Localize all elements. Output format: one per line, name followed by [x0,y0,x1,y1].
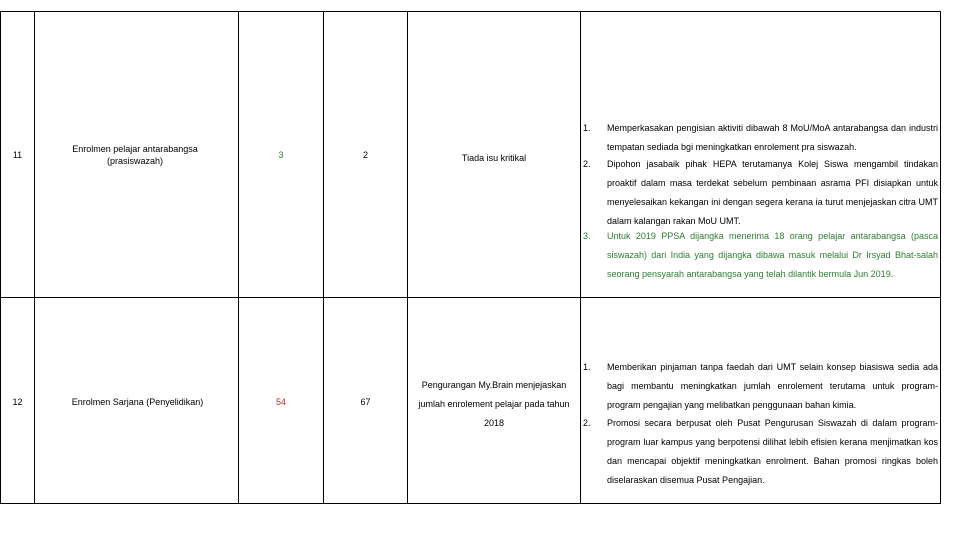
table-border-top [0,11,941,12]
action-item [583,414,938,494]
target-value: 2 [362,150,368,160]
action-item [583,227,938,285]
col-divider [0,11,1,504]
actual-value: 3 [278,150,284,160]
action-number: 3. [583,231,591,241]
action-number: 2. [583,418,591,428]
issue-text: Pengurangan My.Brain menjejaskan jumlah enrolement pelajar pada tahun 2018 [418,380,570,428]
action-item [583,119,938,159]
actual-value: 54 [275,397,286,407]
col-divider [238,11,239,504]
col-divider [323,11,324,504]
col-divider [580,11,581,504]
table-border-bottom [0,503,941,504]
action-text: Untuk 2019 PPSA dijangka menerima 18 orang pelajar antarabangsa (pasca siswazah) dari India yang dijangka dibawa masuk melalui Dr Irsyad Bhat-salah seorang pensyarah antarabangsa yang telah dilantik bermula Jun 2019. [607,231,938,279]
row-number: 12 [12,397,23,407]
action-number: 1. [583,123,591,133]
action-text: Memperkasakan pengisian aktiviti dibawah 8 MoU/MoA antarabangsa dan industri tempatan sediada bgi meningkatkan enrolement pra siswazah. [607,123,938,152]
table-border-right [940,11,941,504]
target-value: 67 [360,397,371,407]
indicator-text: Enrolmen pelajar antarabangsa (prasiswazah) [72,144,198,166]
action-text: Memberikan pinjaman tanpa faedah dari UMT selain konsep biasiswa sedia ada bagi membantu meningkatkan jumlah enrolement terutama untuk program-program pengajian yang melibatkan penggunaan bahan kimia. [607,362,938,410]
issue-text: Tiada isu kritikal [461,153,527,163]
indicator-label [60,143,210,167]
action-item [583,358,938,418]
row-divider [0,297,941,298]
col-divider [407,11,408,504]
action-text: Promosi secara berpusat oleh Pusat Pengurusan Siswazah di dalam program-program luar kampus yang berpotensi dilihat lebih efisien kerana menjimatkan kos dan mencapai objektif meningkatkan enrolment. Bahan promosi ringkas boleh diselaraskan disemua Pusat Pengajian. [607,418,938,485]
col-divider [34,11,35,504]
action-number: 1. [583,362,591,372]
action-text: Dipohon jasabaik pihak HEPA terutamanya Kolej Siswa mengambil tindakan proaktif dalam masa terdekat sebelum pembinaan asrama PFI disiapkan untuk menyelesaikan kekangan ini dengan segera kerana ia turut menjejaskan citra UMT dalam kalangan rakan MoU UMT. [607,159,938,226]
action-item [583,155,938,233]
row-number: 11 [12,150,23,160]
indicator-label: Enrolmen Sarjana (Penyelidikan) [71,397,204,407]
action-number: 2. [583,159,591,169]
